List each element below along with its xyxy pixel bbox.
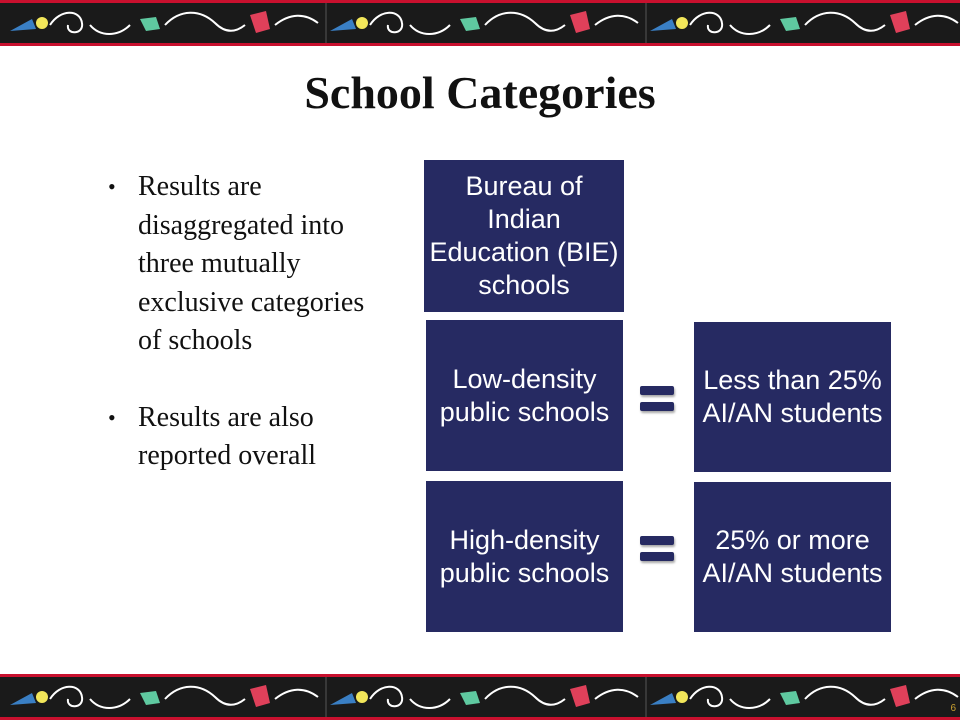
bullet-item [108, 399, 378, 476]
bullet-list [108, 168, 378, 476]
bullet-item [108, 168, 378, 361]
bullet-icon: • [108, 174, 116, 199]
high-criteria-label: 25% or more AI/AN students [702, 525, 883, 588]
high-criteria-box [694, 482, 891, 632]
equals-icon [640, 530, 678, 568]
low-criteria-label: Less than 25% AI/AN students [702, 365, 883, 428]
equals-icon [640, 380, 678, 418]
bottom-decorative-border [0, 674, 960, 720]
bullet-icon: • [108, 404, 116, 430]
bie-schools-box [424, 160, 624, 312]
low-density-box [426, 320, 623, 471]
low-density-label: Low-density public schools [439, 363, 610, 427]
bie-schools-label: Bureau of Indian Education (BIE) schools [429, 171, 619, 300]
slide-title: School Categories [304, 67, 656, 118]
floral-border-pattern [0, 3, 960, 43]
high-density-box [426, 481, 623, 632]
high-density-label: High-density public schools [439, 524, 610, 588]
slide-number: 6 [950, 703, 956, 714]
bullet-text: Results are disaggregated into three mutually exclusive categories of schools [138, 171, 365, 356]
top-decorative-border [0, 0, 960, 46]
floral-border-pattern [0, 677, 960, 717]
bullet-text: Results are also reported overall [138, 401, 317, 471]
low-criteria-box [694, 322, 891, 472]
